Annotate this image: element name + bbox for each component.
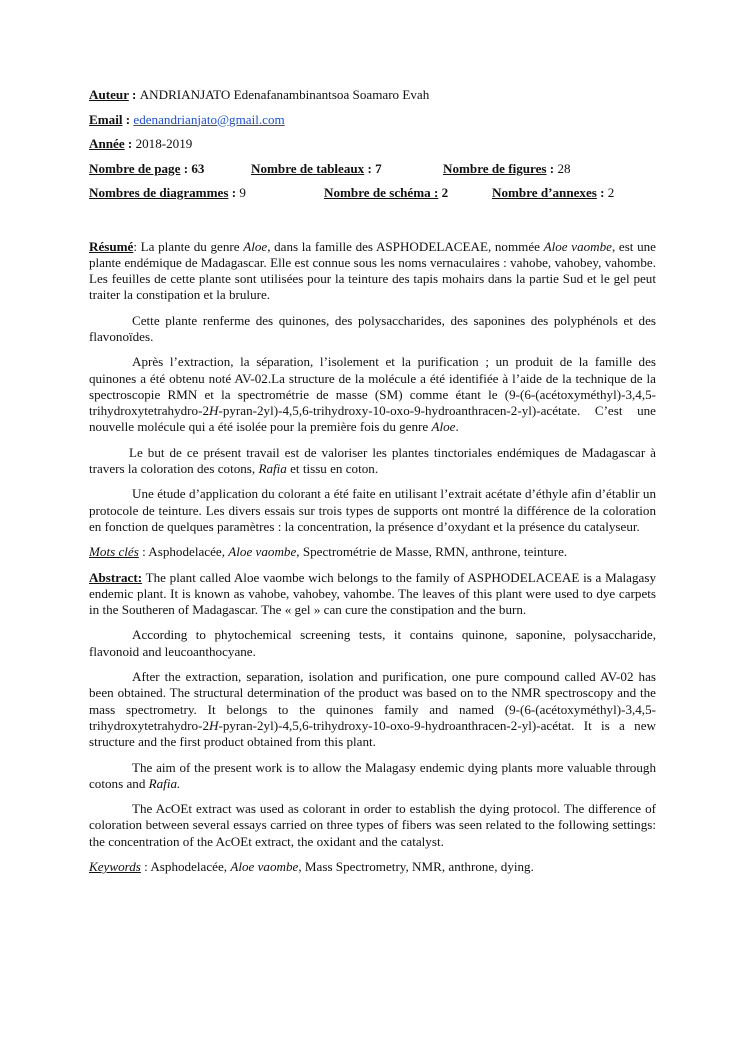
tables-label: Nombre de tableaux — [251, 160, 365, 176]
separator: : — [124, 136, 136, 151]
text-run: : Asphodelacée, — [140, 859, 231, 874]
text-run: , Spectrométrie de Masse, RMN, anthrone, teinture. — [296, 544, 568, 560]
annexes-label: Nombre d’annexes — [492, 185, 597, 200]
resume-paragraph-4 — [89, 445, 656, 478]
abstract-paragraph-1 — [89, 570, 656, 619]
text-run: After the extraction, separation, isolation and purification, one pure compound called AV-02 has been obtained. The structural determination of the product was based on to the NMR spectroscopy and the mass spectrometry. It belongs to the quinones family and named (9-(6-(acétoxyméthyl)-3,4,5-trihydroxytetrahydro-2 — [89, 669, 656, 733]
tables-value: 7 — [375, 160, 382, 176]
text-run: : Asphodelacée, — [138, 544, 229, 560]
text-run: , Mass Spectrometry, NMR, anthrone, dying. — [298, 859, 534, 874]
text-run: . — [455, 419, 459, 435]
abstract-keywords — [89, 859, 656, 875]
schemas-label: Nombre de schéma : — [324, 185, 439, 200]
email-link[interactable]: edenandrianjato@gmail.com — [133, 111, 285, 127]
resume-paragraph-1 — [89, 239, 656, 304]
separator: : — [128, 87, 140, 102]
year-line — [89, 136, 656, 152]
abstract-paragraph-4 — [89, 760, 656, 793]
resume-paragraph-2: Cette plante renferme des quinones, des polysaccharides, des saponines des polyphénols et des flavonoïdes. — [89, 312, 656, 344]
text-run: , dans la famille des ASPHODELACEAE, nommée — [267, 238, 544, 254]
pages-value: 63 — [191, 160, 205, 176]
schemas-count — [324, 185, 448, 201]
genus-italic: Aloe — [243, 238, 268, 254]
diagrams-value: 9 — [239, 185, 246, 200]
text-run: : La plante du genre — [133, 238, 244, 254]
spacer — [89, 210, 656, 239]
counts-row-1 — [89, 161, 656, 177]
figures-label: Nombre de figures — [443, 160, 547, 176]
italic-h: H — [209, 717, 219, 733]
figures-count — [443, 161, 571, 177]
counts-row-2 — [89, 185, 656, 201]
author-label: Auteur — [89, 87, 129, 102]
text-run: The aim of the present work is to allow the Malagasy endemic dying plants more valuable through cotons and — [89, 759, 656, 791]
annexes-count — [492, 185, 614, 201]
figures-value: 28 — [557, 160, 571, 176]
species-italic: Aloe vaombe — [230, 859, 299, 874]
text-run: The plant called Aloe vaombe wich belongs to the family of ASPHODELACEAE is a Malagasy endemic plant. It is known as vahobe, vahobey, vahombe. The leaves of this plant were used to dye carpets in the Southeren of Madagascar. The « gel » can cure the constipation and the burn. — [89, 569, 656, 618]
genus-italic: Aloe — [431, 419, 456, 435]
text-run: -pyran-2yl)-4,5,6-trihydroxy-10-oxo-9-hydroanthracen-2-yl)-acétat. It is a new structure and the first product obtained from this plant. — [89, 717, 656, 750]
diagrams-count — [89, 185, 246, 201]
abstract-paragraph-3 — [89, 669, 656, 750]
species-italic: Aloe vaombe — [228, 544, 297, 560]
pages-count — [89, 161, 204, 177]
tables-count — [251, 161, 382, 177]
schemas-value: 2 — [441, 185, 449, 200]
author-line — [89, 87, 656, 103]
email-label: Email — [89, 111, 123, 127]
keywords-label: Keywords — [89, 859, 141, 874]
abstract-paragraph-5: The AcOEt extract was used as colorant in order to establish the dying protocol. The difference of coloration between several essays carried on three types of fibers was seen related to the following settings: the concentration of the AcOEt extract, the oxidant and the catalyst. — [89, 801, 656, 849]
rafia-italic: Rafia — [258, 461, 287, 477]
species-italic: Aloe vaombe — [543, 238, 612, 254]
abstract-paragraph-2: According to phytochemical screening tests, it contains quinone, saponine, polysaccharide, flavonoid and leucoanthocyane. — [89, 627, 656, 659]
year-value: 2018-2019 — [135, 136, 193, 151]
year-label: Année — [89, 136, 125, 151]
text-run: -pyran-2yl)-4,5,6-trihydroxy-10-oxo-9-hydroanthracen-2-yl)-acétate. C’est une nouvelle molécule qui a été isolée pour la première fois du genre — [89, 403, 656, 435]
email-line — [89, 112, 656, 128]
separator: : — [228, 185, 240, 200]
annexes-value: 2 — [607, 185, 615, 200]
text-run: Le but de ce présent travail est de valoriser les plantes tinctoriales endémiques de Madagascar à travers la coloration des cotons, — [89, 444, 656, 477]
text-run: et tissu en coton. — [286, 461, 379, 477]
text-run: , est une plante endémique de Madagascar. Elle est connue sous les noms vernaculaires : vahobe, vahobey, vahombe. Les feuilles de cette plante sont utilisées pour la teinture des tapis mohairs dans la partie Sud et le gel peut traiter la constipation et la brulure. — [89, 238, 656, 303]
separator: : — [180, 160, 192, 176]
abstract-heading: Abstract: — [89, 569, 143, 585]
resume-paragraph-5: Une étude d’application du colorant a été faite en utilisant l’extrait acétate d’éthyle afin d’établir un protocole de teinture. Les divers essais sur trois types de supports ont montré la différence de la coloration en fonction de quelques paramètres : la concentration, la présence d’oxydant et la présence du catalyseur. — [89, 486, 656, 534]
separator: : — [546, 160, 558, 176]
resume-paragraph-3 — [89, 354, 656, 435]
text-run: Après l’extraction, la séparation, l’isolement et la purification ; un produit de la famille des quinones a été obtenu noté AV-02.La structure de la molécule a été identifiée à l’aide de la technique de la spectroscopie RMN et la spectrométrie de masse (SM) comme étant le (9-(6-(acétoxyméthyl)-3,4,5-trihydroxytetrahydro-2 — [89, 354, 656, 419]
italic-h: H — [209, 403, 219, 419]
resume-heading: Résumé — [89, 238, 134, 254]
author-value: ANDRIANJATO Edenafanambinantsoa Soamaro Evah — [139, 87, 430, 102]
rafia-italic: Rafia. — [148, 775, 181, 791]
document-page — [89, 87, 656, 884]
resume-keywords — [89, 544, 656, 560]
separator: : — [364, 160, 376, 176]
pages-label: Nombre de page — [89, 160, 181, 176]
separator: : — [596, 185, 608, 200]
keywords-label: Mots clés — [89, 544, 139, 560]
diagrams-label: Nombres de diagrammes — [89, 185, 229, 200]
separator: : — [122, 111, 134, 127]
